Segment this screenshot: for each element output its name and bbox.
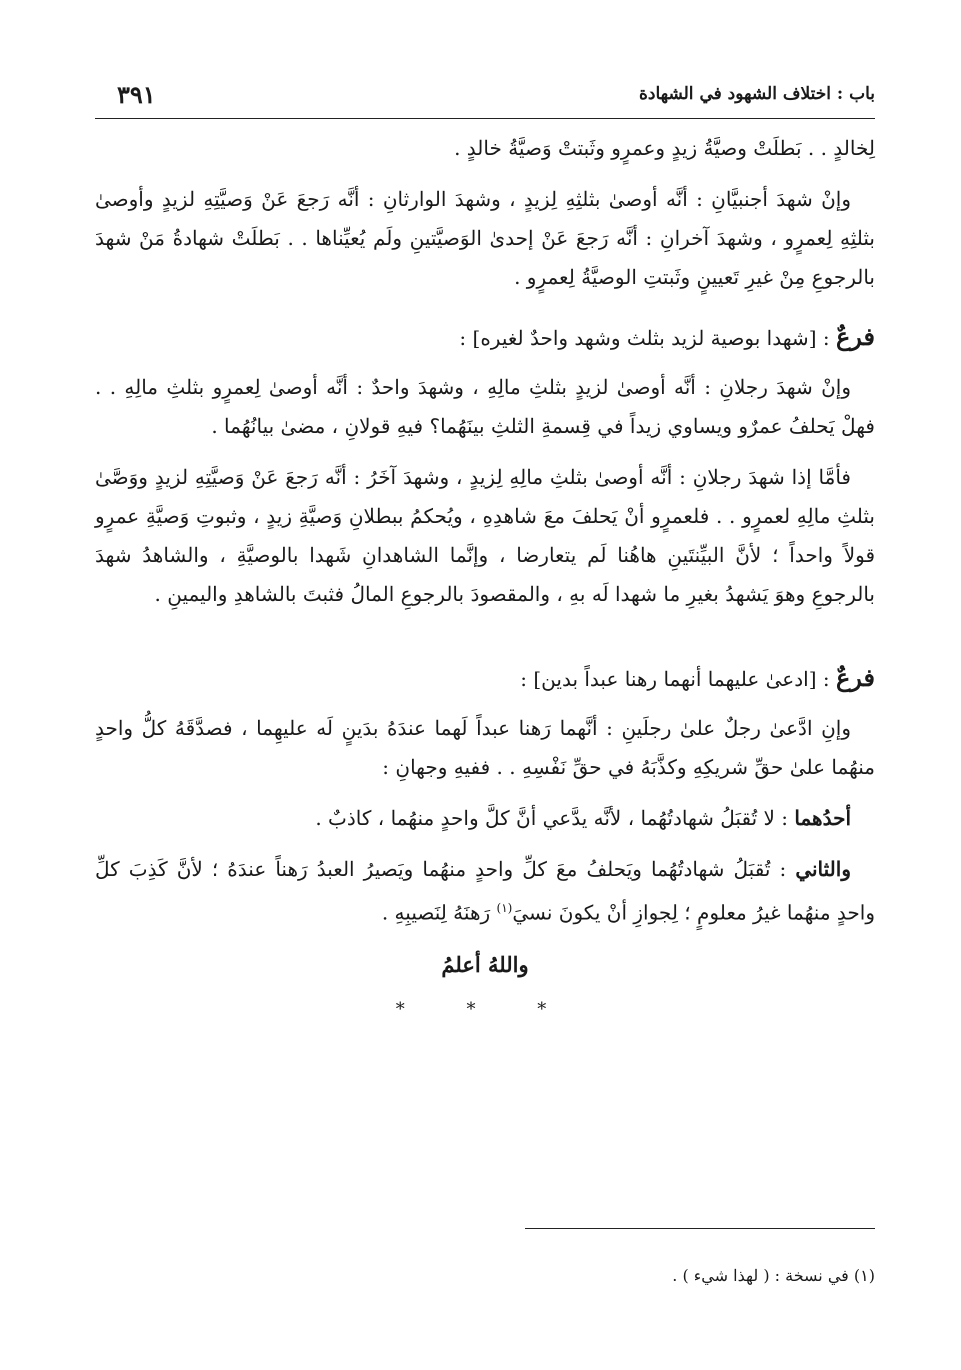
section-heading-text: : [شهدا بوصية لزيد بثلث وشهد واحدٌ لغيره] : xyxy=(459,326,830,350)
paragraph-4: فأمَّا إذا شهدَ رجلانِ : أنَّه أوصىٰ بثلثِ مالِهِ لِزيدٍ ، وشهدَ آخَرُ : أنَّه رَجعَ عَنْ وَصيَّتِهِ لزيدٍ ووَصَّىٰ بثلثِ مالِهِ لعمرٍو . . فلعمرٍو أنْ يَحلفَ معَ شاهدِهِ ، ويُحكمُ ببطلانِ وَصيَّةِ زيدٍ ، وثبوتِ وَصيَّةِ عمرٍو قولاً واحداً ؛ لأنَّ البيِّنتَينِ هاهُنا لَم يتعارضا ، وإنَّما الشاهدانِ شَهدا بالوصيَّةِ ، والشاهدُ شهدَ بالرجوعِ وهوَ يَشهدُ بغيرِ ما شهدا لَه بهِ ، والمقصودَ بالرجوعِ المالُ فثبتَ بالشاهدِ واليمينِ . xyxy=(95,465,875,606)
section-heading-label: فرعٌ xyxy=(835,663,875,692)
footnote: (١) في نسخة : ( لهذا شيء ) . xyxy=(672,1266,875,1285)
running-title: باب : اختلاف الشهود في الشهادة xyxy=(638,84,875,104)
document-page xyxy=(95,78,875,1285)
running-header xyxy=(95,78,875,119)
closing-formula: واللهُ أعلمُ xyxy=(441,951,529,977)
paragraph-2: وإنْ شهدَ أجنبيَّانِ : أنَّه أوصىٰ بثلثِهِ لِزيدٍ ، وشهدَ الوارثانِ : أنَّه رَجعَ عَنْ وَصيَّتِهِ لزيدٍ وأوصىٰ بثلثِهِ لِعمرٍو ، وشهدَ آخرانِ : أنَّه رَجعَ عَنْ إحدىٰ الوَصيَّتينِ ولَم يُعيِّناها . . بَطلَتْ شهادةُ مَنْ شهدَ بالرجوعِ مِنْ غيرِ تَعيينٍ وثَبتتِ الوصيَّةُ لِعمرٍو . xyxy=(95,187,875,289)
paragraph-text: : لا تُقبَلُ شهادتُهُما ، لأنَّه يدَّعي أنَّ كلَّ واحدٍ منهُما ، كاذبٌ . xyxy=(315,806,789,830)
footnote-reference[interactable]: (١) xyxy=(496,901,513,915)
paragraph-3: وإنْ شهدَ رجلانِ : أنَّه أوصىٰ لزيدٍ بثلثِ مالِهِ ، وشهدَ واحدٌ : أنَّه أوصىٰ لِعمرٍو بثلثِ مالِهِ . . فهلْ يَحلفُ عمرٌو ويساوي زيداً في قِسمةِ الثلثِ بينَهُما؟ فيهِ قولانِ ، مضىٰ بيانُهُما . xyxy=(95,375,875,438)
paragraph-text-end: رَهنَهُ لِنَصيبِهِ . xyxy=(381,900,491,925)
paragraph-1: لِخالدٍ . . بَطلَتْ وصيَّةُ زيدٍ وعمرٍو وثَبتتْ وَصيَّةُ خالدٍ . xyxy=(454,136,875,160)
footnote-divider xyxy=(525,1228,875,1229)
paragraph-5: وإنِ ادَّعىٰ رجلٌ علىٰ رجلَينِ : أنَّهما رَهنا عبداً لَهما عندَهُ بدَينٍ لَه عليهِما ، فصدَّقَهُ كلُّ واحدٍ منهُما علىٰ حقِّ شريكِهِ وكذَّبَهُ في حقِّ نَفْسِهِ . . ففيهِ وجهانِ : xyxy=(95,716,875,779)
paragraph-text: : تُقبَلُ شهادتُهُما ويَحلفُ معَ كلِّ واحدٍ منهُما ويَصيرُ العبدُ رَهناً عندَهُ ؛ لأنَّ كَذِبَ كلِّ واحدٍ منهُما غيرُ معلومٍ ؛ لِجوازِ أنْ يكونَ نسيَ xyxy=(95,857,875,925)
paragraph-lead: والثاني xyxy=(795,857,851,881)
section-end-stars: * * * xyxy=(395,998,575,1020)
page-number: ٣٩١ xyxy=(117,80,156,109)
paragraph-lead: أحدُهما xyxy=(794,806,851,830)
section-heading-text: : [ادعىٰ عليهما أنهما رهنا عبداً بدين] : xyxy=(520,667,830,691)
paragraph-6 xyxy=(95,799,875,838)
paragraph-7 xyxy=(95,850,875,933)
body-text xyxy=(95,129,875,1029)
section-heading-2 xyxy=(95,660,875,697)
section-heading-label: فرعٌ xyxy=(835,322,875,351)
section-heading-1 xyxy=(95,319,875,356)
